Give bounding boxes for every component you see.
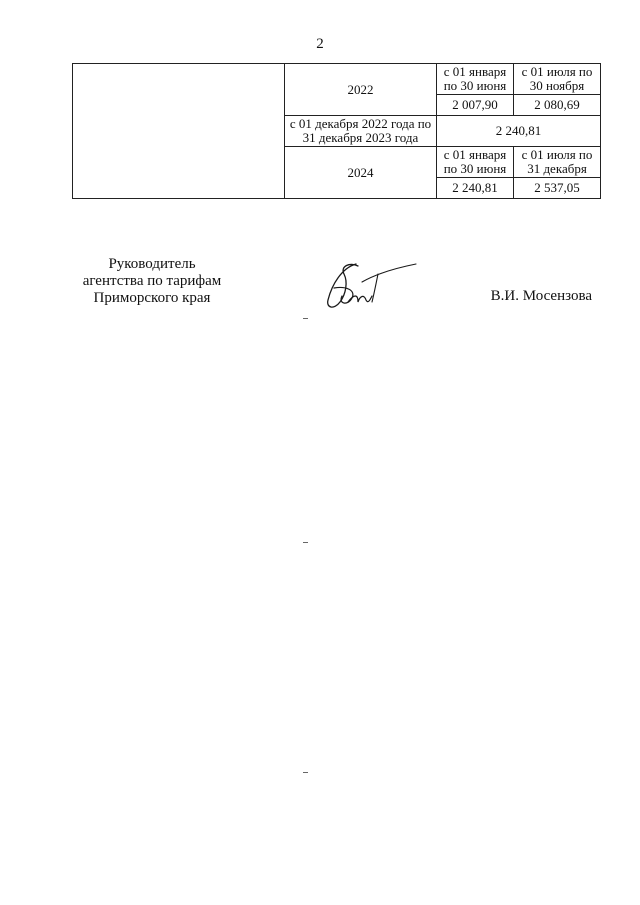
value-2024-h2: 2 537,05 (514, 178, 601, 199)
period-2022-h2: с 01 июля по 30 ноября (514, 64, 601, 95)
value-dec2022-2023: 2 240,81 (437, 116, 601, 147)
period-2024-h1: с 01 января по 30 июня (437, 147, 514, 178)
page-number: 2 (316, 36, 324, 52)
handwritten-signature (312, 258, 424, 316)
value-2024-h1: 2 240,81 (437, 178, 514, 199)
period-2024-h2: с 01 июля по 31 декабря (514, 147, 601, 178)
signer-position-line: Руководитель (108, 256, 196, 272)
value-2022-h1: 2 007,90 (437, 95, 514, 116)
year-2022-cell: 2022 (285, 64, 437, 116)
margin-mark (303, 772, 308, 773)
period-2022-h1: с 01 января по 30 июня (437, 64, 514, 95)
tariff-table (72, 63, 601, 199)
signer-position-line: агентства по тарифам (82, 273, 222, 289)
empty-merged-cell (73, 64, 285, 199)
period-dec2022-2023: с 01 декабря 2022 года по 31 декабря 2023 года (285, 116, 437, 147)
year-2024-cell: 2024 (285, 147, 437, 199)
value-2022-h2: 2 080,69 (514, 95, 601, 116)
margin-mark (303, 542, 308, 543)
margin-mark (303, 318, 308, 319)
signer-name: В.И. Мосензова (490, 288, 592, 304)
signer-position (72, 256, 232, 307)
signer-position-line: Приморского края (93, 290, 211, 306)
